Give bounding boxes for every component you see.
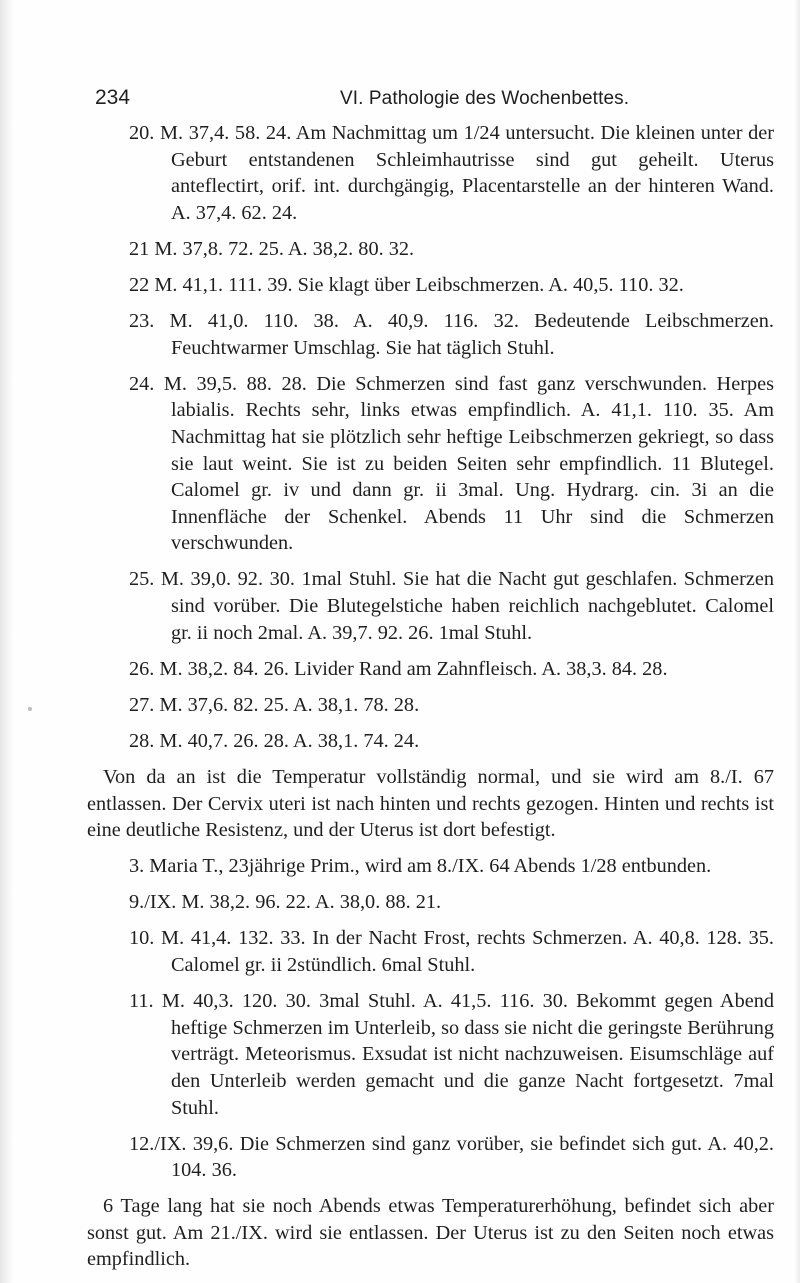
case-entry: 22 M. 41,1. 111. 39. Sie klagt über Leibschmerzen. A. 40,5. 110. 32. <box>129 273 684 296</box>
case-entry: 12./IX. 39,6. Die Schmerzen sind ganz vorüber, sie befindet sich gut. A. 40,2. 104. 36. <box>129 1132 774 1182</box>
running-head <box>95 86 745 112</box>
binding-shadow <box>0 0 14 1283</box>
running-title: VI. Pathologie des Wochenbettes. <box>340 88 630 109</box>
case-entry: 28. M. 40,7. 26. 28. A. 38,1. 74. 24. <box>129 729 420 752</box>
closing-paragraph: 6 Tage lang hat sie noch Abends etwas Temperaturerhöhung, befindet sich aber sonst gut. Am 21./IX. wird sie entlassen. Der Uterus ist zu den Seiten noch etwas empfindlich. <box>87 1195 774 1271</box>
ink-speck <box>28 707 32 711</box>
case-entry: 21 M. 37,8. 72. 25. A. 38,2. 80. 32. <box>129 237 415 260</box>
case-entry: 23. M. 41,0. 110. 38. A. 40,9. 116. 32. Bedeutende Leibschmerzen. Feuchtwarmer Umschlag. Sie hat täglich Stuhl. <box>129 310 774 359</box>
case-heading: 3. Maria T., 23jährige Prim., wird am 8./IX. 64 Abends 1/28 entbunden. <box>129 855 712 878</box>
case-entry: 26. M. 38,2. 84. 26. Livider Rand am Zahnfleisch. A. 38,3. 84. 28. <box>129 657 668 680</box>
case-entry: 24. M. 39,5. 88. 28. Die Schmerzen sind fast ganz verschwunden. Herpes labialis. Rechts sehr, links etwas empfindlich. A. 41,1. 110. 35. Am Nachmittag hat sie plötzlich sehr heftige Leibschmerzen gekriegt, so dass sie laut weint. Sie ist zu beiden Seiten sehr empfindlich. 11 Blutegel. Calomel gr. iv und dann gr. ii 3mal. Ung. Hydrarg. cin. 3i an die Innenfläche der Schenkel. Abends 11 Uhr sind die Schmerzen verschwunden. <box>129 372 774 555</box>
case-entry: 9./IX. M. 38,2. 96. 22. A. 38,0. 88. 21. <box>129 891 442 914</box>
page-number: 234 <box>95 86 131 109</box>
page-edge-shadow <box>794 0 800 1283</box>
case-entry: 25. M. 39,0. 92. 30. 1mal Stuhl. Sie hat die Nacht gut geschlafen. Schmerzen sind vorüber. Die Blutegelstiche haben reichlich nachgeblutet. Calomel gr. ii noch 2mal. A. 39,7. 92. 26. 1mal Stuhl. <box>129 568 774 644</box>
case-entry: 27. M. 37,6. 82. 25. A. 38,1. 78. 28. <box>129 693 420 716</box>
body-text <box>87 120 774 1283</box>
summary-paragraph: Von da an ist die Temperatur vollständig normal, und sie wird am 8./I. 67 entlassen. Der Cervix uteri ist nach hinten und rechts gezogen. Hinten und rechts ist eine deutliche Resistenz, und der Uterus ist dort befestigt. <box>87 765 774 842</box>
case-entry: 11. M. 40,3. 120. 30. 3mal Stuhl. A. 41,5. 116. 30. Bekommt gegen Abend heftige Schmerzen im Unterleib, so dass sie nicht die geringste Berührung verträgt. Meteorismus. Exsudat ist nicht nachzuweisen. Eisumschläge auf den Unterleib werden gemacht und die ganze Nacht fortgesetzt. 7mal Stuhl. <box>129 990 774 1119</box>
case-entry: 20. M. 37,4. 58. 24. Am Nachmittag um 1/24 untersucht. Die kleinen unter der Geburt entstandenen Schleimhautrisse sind gut geheilt. Uterus anteflectirt, orif. int. durchgängig, Placentarstelle an der hinteren Wand. A. 37,4. 62. 24. <box>129 122 774 224</box>
case-entry: 10. M. 41,4. 132. 33. In der Nacht Frost, rechts Schmerzen. A. 40,8. 128. 35. Calomel gr. ii 2stündlich. 6mal Stuhl. <box>129 927 774 977</box>
